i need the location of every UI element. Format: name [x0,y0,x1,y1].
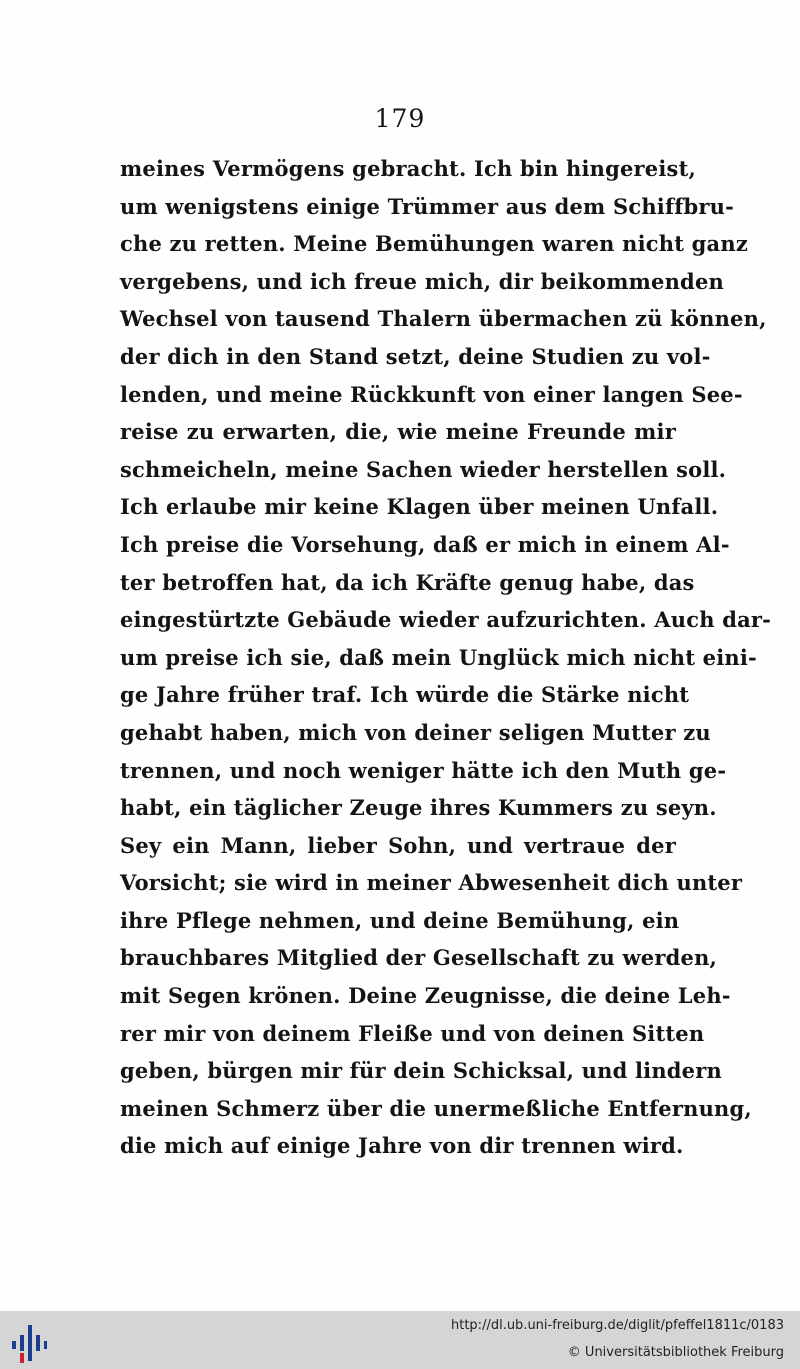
text-line: um preise ich sie, daß mein Unglück mich nicht eini- [120,644,757,670]
footer-bar [0,1311,800,1369]
text-line: ihre Pflege nehmen, und deine Bemühung, ein [120,907,680,933]
page-number: 179 [374,104,426,133]
text-line: habt, ein täglicher Zeuge ihres Kummers zu seyn. [120,795,717,821]
text-line: lenden, und meine Rückkunft von einer langen See- [120,381,743,407]
text-line: geben, bürgen mir für dein Schicksal, und lindern [120,1058,722,1084]
text-line: schmeicheln, meine Sachen wieder herstellen soll. [120,456,727,482]
text-line: um wenigstens einige Trümmer aus dem Schiffbru- [120,193,734,219]
text-line: der dich in den Stand setzt, deine Studien zu vol- [120,343,711,369]
text-line: Vorsicht; sie wird in meiner Abwesenheit dich unter [120,870,743,896]
ub-freiburg-logo-icon[interactable] [10,1321,48,1365]
text-line: Sey ein Mann, lieber Sohn, und vertraue der [120,832,676,858]
text-line: rer mir von deinem Fleiße und von deinen Sitten [120,1020,705,1046]
footer-copyright: © Universitätsbibliothek Freiburg [567,1345,784,1360]
text-line: reise zu erwarten, die, wie meine Freunde mir [120,419,676,445]
text-line: mit Segen krönen. Deine Zeugnisse, die deine Leh- [120,983,731,1009]
text-line: ge Jahre früher traf. Ich würde die Stärke nicht [120,682,690,708]
text-line: eingestürtzte Gebäude wieder aufzurichten. Auch dar- [120,607,772,633]
text-line: Ich erlaube mir keine Klagen über meinen Unfall. [120,494,719,520]
text-line: che zu retten. Meine Bemühungen waren nicht ganz [120,231,748,257]
text-line: meines Vermögens gebracht. Ich bin hingereist, [120,156,696,181]
body-text [120,150,772,1165]
text-line: Wechsel von tausend Thalern übermachen zü können, [120,306,767,332]
footer-url[interactable]: http://dl.ub.uni-freiburg.de/diglit/pfeffel1811c/0183 [451,1318,784,1333]
text-line: brauchbares Mitglied der Gesellschaft zu werden, [120,945,718,971]
text-line: gehabt haben, mich von deiner seligen Mutter zu [120,719,711,745]
text-line: meinen Schmerz über die unermeßliche Entfernung, [120,1095,752,1121]
text-line: ter betroffen hat, da ich Kräfte genug habe, das [120,569,695,595]
text-line: die mich auf einige Jahre von dir trennen wird. [120,1133,684,1159]
text-line: trennen, und noch weniger hätte ich den Muth ge- [120,757,727,783]
text-line: vergebens, und ich freue mich, dir beikommenden [120,268,724,294]
text-line: Ich preise die Vorsehung, daß er mich in einem Al- [120,531,730,557]
